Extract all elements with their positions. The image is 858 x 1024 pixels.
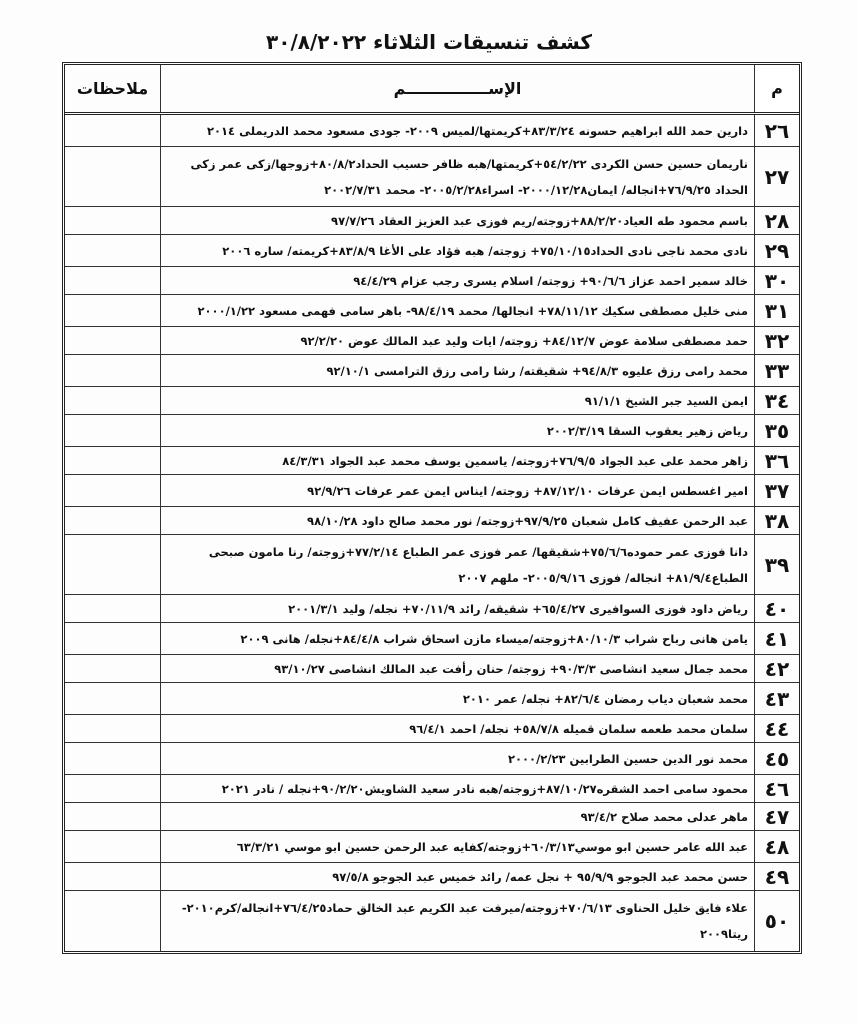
row-notes xyxy=(65,831,160,862)
row-names: منى خليل مصطفى سكيك ٧٨/١١/١٢+ انجالها/ محمد ٩٨/٤/١٩- باهر سامى فهمى مسعود ٢٠٠٠/١/٢٢ xyxy=(160,295,754,326)
row-names: حسن محمد عبد الجوجو ٩٥/٩/٩ + نجل عمه/ رائد خميس عبد الجوجو ٩٧/٥/٨ xyxy=(160,863,754,890)
row-names: حمد مصطفى سلامة عوض ٨٤/١٢/٧+ زوجته/ ايات وليد عبد المالك عوض ٩٢/٢/٢٠ xyxy=(160,327,754,354)
row-notes xyxy=(65,891,160,951)
row-notes xyxy=(65,147,160,206)
row-names: محمد رامى رزق عليوه ٩٤/٨/٣+ شقيقته/ رشا رامى رزق الترامسى ٩٢/١٠/١ xyxy=(160,355,754,386)
table-row xyxy=(65,355,799,387)
table-row xyxy=(65,415,799,447)
row-notes xyxy=(65,535,160,594)
row-notes xyxy=(65,743,160,774)
row-number: ٣٥ xyxy=(754,415,799,446)
row-notes xyxy=(65,715,160,742)
row-notes xyxy=(65,623,160,654)
table-row xyxy=(65,863,799,891)
row-number: ٤١ xyxy=(754,623,799,654)
row-names: محمد شعبان دياب رمضان ٨٢/٦/٤+ نجله/ عمر ٢٠١٠ xyxy=(160,683,754,714)
table-row xyxy=(65,507,799,535)
row-names: عبد الرحمن عفيف كامل شعبان ٩٧/٩/٢٥+زوجته/ نور محمد صالح داود ٩٨/١٠/٢٨ xyxy=(160,507,754,534)
row-notes xyxy=(65,387,160,414)
row-number: ٣٩ xyxy=(754,535,799,594)
table-row xyxy=(65,803,799,831)
names-table xyxy=(62,62,802,954)
row-number: ٢٧ xyxy=(754,147,799,206)
row-number: ٤٣ xyxy=(754,683,799,714)
table-row xyxy=(65,447,799,475)
row-notes xyxy=(65,507,160,534)
row-number: ٣٣ xyxy=(754,355,799,386)
row-names: محمد جمال سعيد انشاصى ٩٠/٣/٣+ زوجته/ حنان رأفت عبد المالك انشاصى ٩٣/١٠/٢٧ xyxy=(160,655,754,682)
table-row xyxy=(65,207,799,235)
row-notes xyxy=(65,863,160,890)
row-names: ماهر عدلى محمد صلاح ٩٣/٤/٢ xyxy=(160,803,754,830)
row-number: ٤٤ xyxy=(754,715,799,742)
row-notes xyxy=(65,447,160,474)
table-row xyxy=(65,235,799,267)
row-number: ٤٦ xyxy=(754,775,799,802)
row-notes xyxy=(65,655,160,682)
row-notes xyxy=(65,295,160,326)
table-row xyxy=(65,775,799,803)
table-row xyxy=(65,535,799,595)
row-number: ٢٨ xyxy=(754,207,799,234)
row-number: ٤٧ xyxy=(754,803,799,830)
row-number: ٤٩ xyxy=(754,863,799,890)
row-names: رياض داود فوزى السوافيرى ٦٥/٤/٢٧+ شقيقه/ رائد ٧٠/١١/٩+ نجله/ وليد ٢٠٠١/٣/١ xyxy=(160,595,754,622)
row-notes xyxy=(65,595,160,622)
row-number: ٢٩ xyxy=(754,235,799,266)
row-number: ٢٦ xyxy=(754,115,799,146)
table-row xyxy=(65,115,799,147)
table-row xyxy=(65,743,799,775)
row-number: ٣١ xyxy=(754,295,799,326)
row-names: يامن هانى رباح شراب ٨٠/١٠/٣+زوجته/ميساء مازن اسحاق شراب ٨٤/٤/٨+نجله/ هانى ٢٠٠٩ xyxy=(160,623,754,654)
row-notes xyxy=(65,207,160,234)
row-number: ٣٤ xyxy=(754,387,799,414)
table-row xyxy=(65,475,799,507)
header-num: م xyxy=(754,65,799,112)
row-names: علاء فايق خليل الحناوى ٧٠/٦/١٣+زوجته/ميرفت عبد الكريم عبد الخالق حماد٧٦/٤/٢٥+انجاله/كرم٢٠١٠- ريتا٢٠٠٩ xyxy=(160,891,754,951)
row-notes xyxy=(65,775,160,802)
row-number: ٤٨ xyxy=(754,831,799,862)
row-notes xyxy=(65,683,160,714)
row-number: ٣٨ xyxy=(754,507,799,534)
page-title: كشف تنسيقات الثلاثاء ٣٠/٨/٢٠٢٢ xyxy=(266,30,592,54)
row-names: خالد سمير احمد عزاز ٩٠/٦/٦+ زوجته/ اسلام يسرى رجب عزام ٩٤/٤/٢٩ xyxy=(160,267,754,294)
table-row xyxy=(65,623,799,655)
row-notes xyxy=(65,803,160,830)
row-names: محمود سامى احمد الشقره٨٧/١٠/٢٧+زوجته/هبه نادر سعيد الشاويش٩٠/٢/٢٠+نجله / نادر ٢٠٢١ xyxy=(160,775,754,802)
row-number: ٥٠ xyxy=(754,891,799,951)
table-row xyxy=(65,267,799,295)
row-names: باسم محمود طه العياد٨٨/٢/٢٠+زوجته/ريم فوزى عبد العزيز العقاد ٩٧/٧/٢٦ xyxy=(160,207,754,234)
row-notes xyxy=(65,267,160,294)
row-notes xyxy=(65,115,160,146)
row-number: ٣٧ xyxy=(754,475,799,506)
header-notes: ملاحظات xyxy=(76,79,149,98)
table-row xyxy=(65,831,799,863)
table-header-row xyxy=(65,65,799,115)
row-notes xyxy=(65,235,160,266)
row-names: زاهر محمد على عبد الجواد ٧٦/٩/٥+زوجته/ ياسمين يوسف محمد عبد الجواد ٨٤/٣/٣١ xyxy=(160,447,754,474)
row-number: ٤٢ xyxy=(754,655,799,682)
table-row xyxy=(65,595,799,623)
table-row xyxy=(65,655,799,683)
row-names: ايمن السيد جبر الشيخ ٩١/١/١ xyxy=(160,387,754,414)
row-names: دارين حمد الله ابراهيم حسونه ٨٣/٣/٢٤+كريمتها/لميس ٢٠٠٩- جودى مسعود محمد الدريملى ٢٠١٤ xyxy=(160,115,754,146)
table-row xyxy=(65,387,799,415)
table-row xyxy=(65,295,799,327)
row-names: عبد الله عامر حسين ابو موسي٦٠/٣/١٣+زوجته/كفايه عبد الرحمن حسين ابو موسي ٦٣/٣/٢١ xyxy=(160,831,754,862)
row-notes xyxy=(65,327,160,354)
row-number: ٤٠ xyxy=(754,595,799,622)
row-number: ٣٦ xyxy=(754,447,799,474)
row-notes xyxy=(65,355,160,386)
row-number: ٤٥ xyxy=(754,743,799,774)
row-notes xyxy=(65,415,160,446)
row-notes xyxy=(65,475,160,506)
row-names: محمد نور الدين حسين الطرابين ٢٠٠٠/٢/٢٣ xyxy=(160,743,754,774)
table-row xyxy=(65,147,799,207)
row-names: رياض زهير يعقوب السقا ٢٠٠٢/٣/١٩ xyxy=(160,415,754,446)
table-row xyxy=(65,891,799,951)
row-names: ناريمان حسين حسن الكردى ٥٤/٢/٢٢+كريمتها/هبه ظافر حسيب الحداد٨٠/٨/٢+زوجها/زكى عمر زكى الحداد ٧٦/٩/٢٥+انجاله/ ايمان٢٠٠٠/١٢/٢٨- اسراء٢٠٠٥/٢/٢٨- محمد ٢٠٠٢/٧/٣١ xyxy=(160,147,754,206)
row-names: امير اغسطس ايمن عرفات ٨٧/١٢/١٠+ زوجته/ ايناس ايمن عمر عرفات ٩٢/٩/٢٦ xyxy=(160,475,754,506)
row-names: دانا فوزى عمر حموده٧٥/٦/٦+شقيقها/ عمر فوزى عمر الطباع ٧٧/٢/١٤+زوجته/ رنا مامون صبحى الطباع٨١/٩/٤+ انجاله/ فوزى ٢٠٠٥/٩/١٦- ملهم ٢٠٠٧ xyxy=(160,535,754,594)
table-row xyxy=(65,715,799,743)
table-row xyxy=(65,683,799,715)
header-name: الإســـــــــــــــم xyxy=(160,65,754,112)
row-number: ٣٠ xyxy=(754,267,799,294)
row-names: نادى محمد ناجى نادى الحداد٧٥/١٠/١٥+ زوجته/ هبه فؤاد على الأغا ٨٣/٨/٩+كريمته/ ساره ٢٠٠٦ xyxy=(160,235,754,266)
row-names: سلمان محمد طعمه سلمان قميله ٥٨/٧/٨+ نجله/ احمد ٩٦/٤/١ xyxy=(160,715,754,742)
row-number: ٣٢ xyxy=(754,327,799,354)
table-row xyxy=(65,327,799,355)
